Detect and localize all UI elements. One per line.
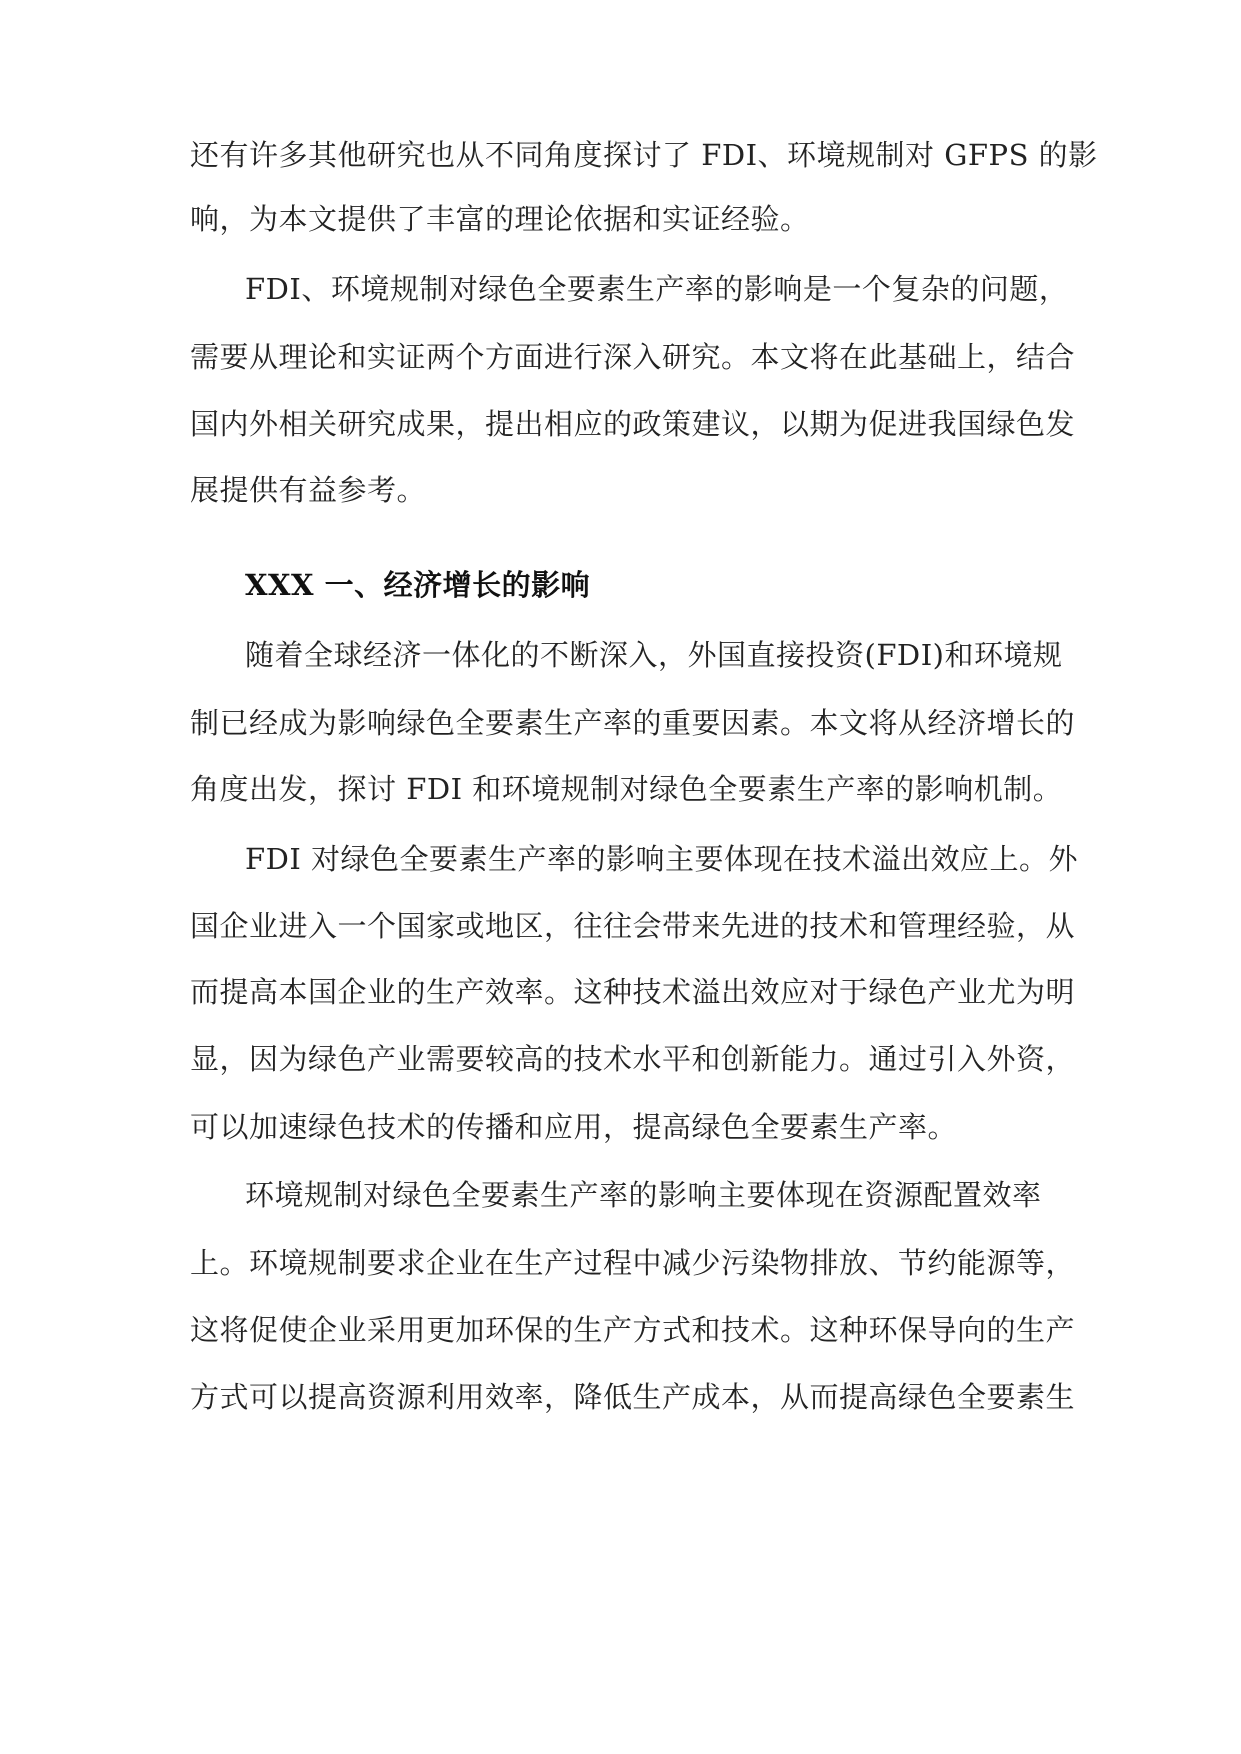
section-paragraph-2-line-2: 国企业进入一个国家或地区，往往会带来先进的技术和管理经验，从 xyxy=(190,909,1076,943)
paragraph-1-line-2: 响，为本文提供了丰富的理论依据和实证经验。 xyxy=(190,202,810,236)
paragraph-2-line-1: FDI、环境规制对绿色全要素生产率的影响是一个复杂的问题， xyxy=(245,272,1069,306)
section-paragraph-2-line-1: FDI 对绿色全要素生产率的影响主要体现在技术溢出效应上。外 xyxy=(245,842,1079,876)
paragraph-2-line-2: 需要从理论和实证两个方面进行深入研究。本文将在此基础上，结合 xyxy=(190,340,1076,374)
section-paragraph-2-line-3: 而提高本国企业的生产效率。这种技术溢出效应对于绿色产业尤为明 xyxy=(190,975,1076,1009)
section-paragraph-3-line-1: 环境规制对绿色全要素生产率的影响主要体现在资源配置效率 xyxy=(245,1178,1042,1212)
section-paragraph-2-line-5: 可以加速绿色技术的传播和应用，提高绿色全要素生产率。 xyxy=(190,1110,958,1144)
section-heading: XXX 一、经济增长的影响 xyxy=(245,568,591,602)
section-paragraph-1-line-2: 制已经成为影响绿色全要素生产率的重要因素。本文将从经济增长的 xyxy=(190,706,1076,740)
paragraph-2-line-3: 国内外相关研究成果，提出相应的政策建议，以期为促进我国绿色发 xyxy=(190,407,1076,441)
section-paragraph-3-line-4: 方式可以提高资源利用效率，降低生产成本，从而提高绿色全要素生 xyxy=(190,1380,1076,1414)
paragraph-1-line-1: 还有许多其他研究也从不同角度探讨了 FDI、环境规制对 GFPS 的影 xyxy=(190,138,1098,172)
section-paragraph-2-line-4: 显，因为绿色产业需要较高的技术水平和创新能力。通过引入外资， xyxy=(190,1042,1076,1076)
section-paragraph-3-line-2: 上。环境规制要求企业在生产过程中减少污染物排放、节约能源等， xyxy=(190,1246,1076,1280)
section-paragraph-3-line-3: 这将促使企业采用更加环保的生产方式和技术。这种环保导向的生产 xyxy=(190,1313,1076,1347)
section-paragraph-1-line-3: 角度出发，探讨 FDI 和环境规制对绿色全要素生产率的影响机制。 xyxy=(190,772,1063,806)
paragraph-2-line-4: 展提供有益参考。 xyxy=(190,473,427,507)
section-paragraph-1-line-1: 随着全球经济一体化的不断深入，外国直接投资(FDI)和环境规 xyxy=(245,638,1063,672)
